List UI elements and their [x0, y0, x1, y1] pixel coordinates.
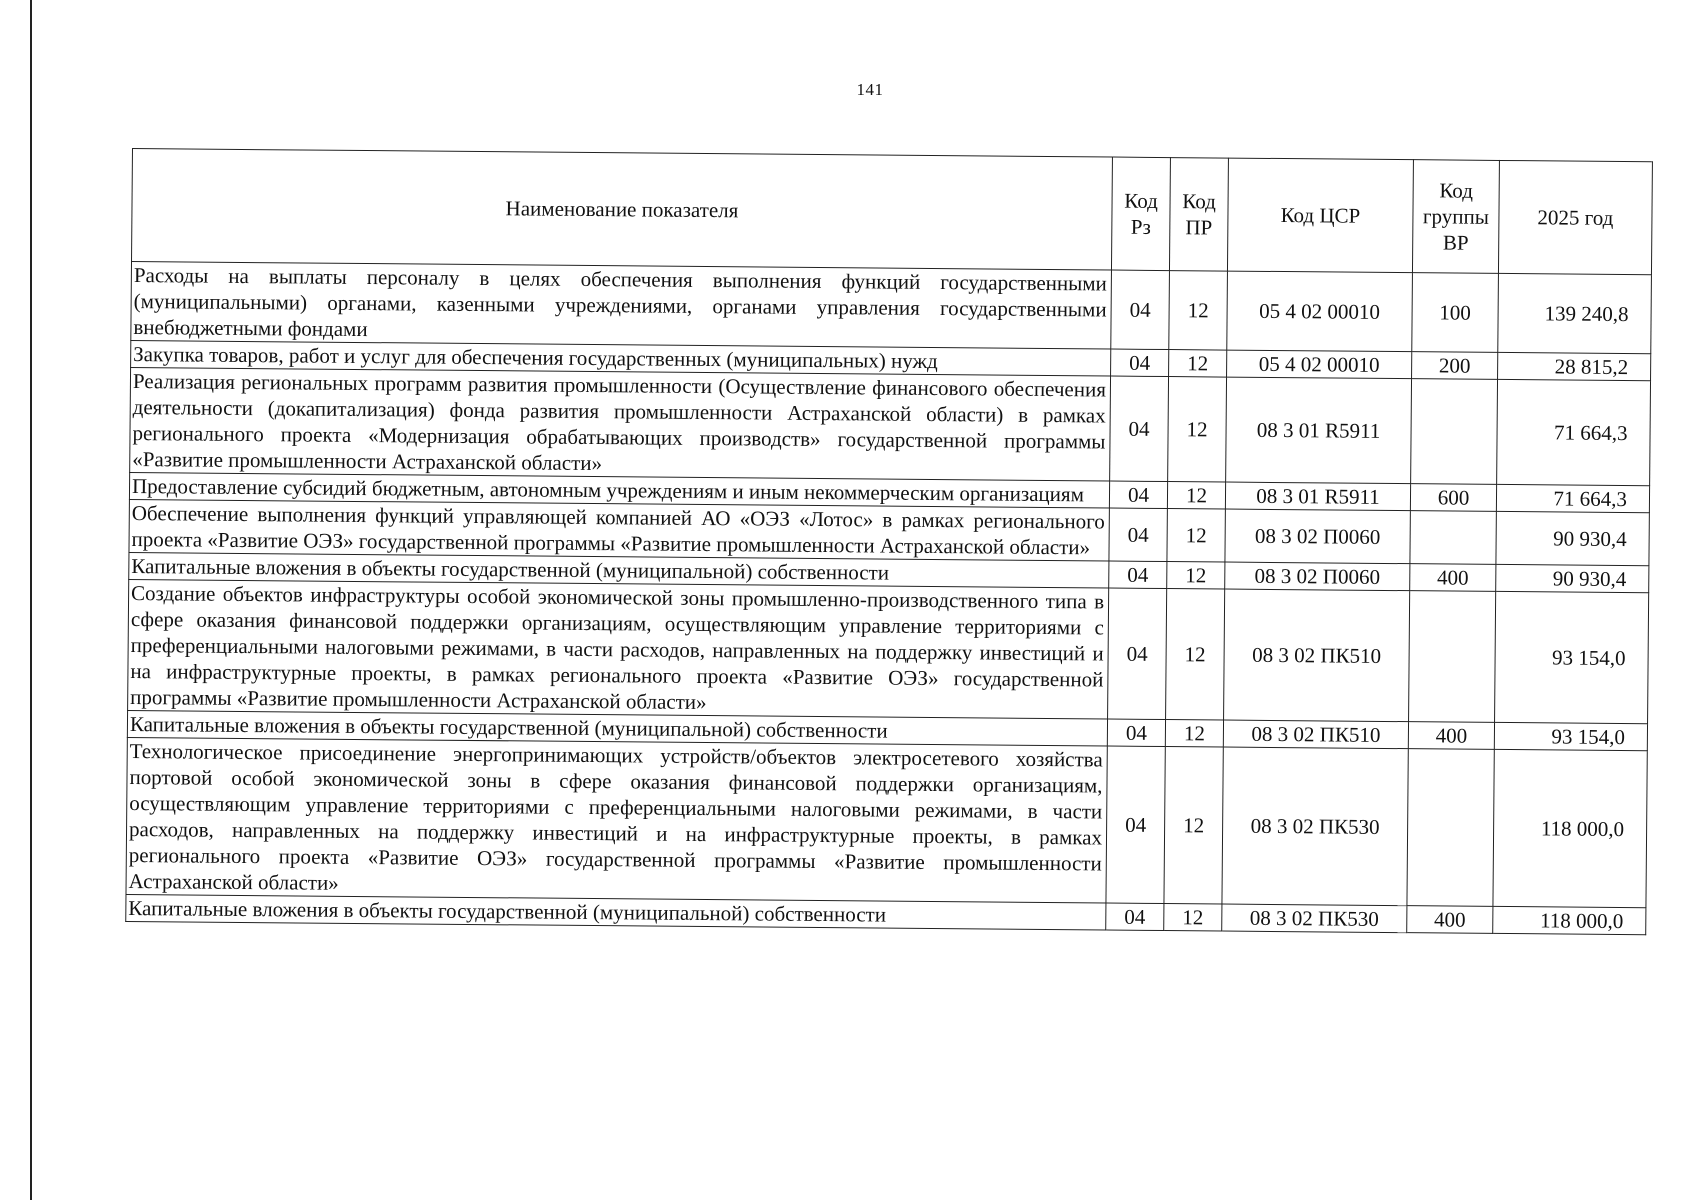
- header-pr: Код ПР: [1169, 158, 1228, 272]
- row-vr: 600: [1410, 484, 1496, 512]
- row-rz: 04: [1109, 508, 1167, 562]
- row-amount: 71 664,3: [1497, 379, 1651, 485]
- row-csr: 08 3 01 R5911: [1226, 377, 1412, 484]
- row-rz: 04: [1107, 719, 1165, 747]
- row-vr: [1409, 591, 1496, 723]
- row-rz: 04: [1106, 746, 1165, 904]
- row-amount: 90 930,4: [1496, 564, 1649, 592]
- row-pr: 12: [1168, 377, 1227, 483]
- row-vr: 100: [1412, 273, 1499, 353]
- row-vr: [1407, 749, 1494, 907]
- row-rz: 04: [1111, 270, 1170, 350]
- row-pr: 12: [1169, 350, 1227, 378]
- row-amount: 28 815,2: [1498, 352, 1651, 380]
- table-row: [130, 367, 1651, 485]
- row-amount: 93 154,0: [1494, 722, 1647, 750]
- row-vr: 200: [1412, 352, 1498, 380]
- row-pr: 12: [1164, 904, 1222, 932]
- row-rz: 04: [1109, 481, 1167, 509]
- row-vr: 400: [1407, 906, 1493, 934]
- row-csr: 08 3 02 П0060: [1225, 562, 1410, 591]
- row-pr: 12: [1169, 271, 1228, 351]
- row-csr: 08 3 02 П0060: [1225, 509, 1410, 564]
- table-row: [131, 262, 1652, 354]
- row-pr: 12: [1167, 509, 1225, 563]
- row-rz: 04: [1109, 561, 1167, 589]
- row-vr: 400: [1410, 564, 1496, 592]
- row-amount: 118 000,0: [1493, 906, 1646, 934]
- header-rz: Код Рз: [1111, 157, 1170, 271]
- row-name: Технологическое присоединение энергопринимающих устройств/объектов электросетевого хозяйства портовой особой экономической зоны в сфере оказания финансовой поддержки организациям, осуществляющим управление территориями с преференциальными налоговыми режимами, в части расходов, направленных на поддержку инвестиций и на инфраструктурные проекты, в рамках регионального проекта «Развитие ОЭЗ» государственной программы «Развитие промышленности Астраханской области»: [126, 737, 1107, 903]
- row-csr: 08 3 02 ПК510: [1224, 589, 1410, 722]
- row-rz: 04: [1106, 903, 1164, 931]
- row-pr: 12: [1165, 720, 1223, 748]
- table-row: [128, 579, 1649, 723]
- row-pr: 12: [1167, 562, 1225, 590]
- row-amount: 118 000,0: [1493, 749, 1647, 907]
- row-vr: [1410, 511, 1496, 565]
- row-csr: 08 3 01 R5911: [1225, 482, 1410, 511]
- header-name: Наименование показателя: [132, 149, 1113, 271]
- row-name: Расходы на выплаты персоналу в целях обеспечения выполнения функций государственными (муниципальными) органами, казенными учреждениями, органами управления государственными внебюджетными фондами: [131, 262, 1112, 350]
- row-amount: 93 154,0: [1495, 591, 1649, 723]
- row-csr: 05 4 02 00010: [1227, 350, 1412, 379]
- budget-table-container: [125, 148, 1652, 935]
- row-amount: 71 664,3: [1496, 484, 1649, 512]
- row-csr: 08 3 02 ПК510: [1223, 720, 1408, 749]
- row-name: Реализация региональных программ развития промышленности (Осуществление финансового обеспечения деятельности (докапитализация) фонда развития промышленности Астраханской области) в рамках регионального проекта «Модернизация обрабатывающих производств» государственной программы «Развитие промышленности Астраханской области»: [130, 367, 1111, 481]
- row-rz: 04: [1111, 349, 1169, 377]
- table-row: [126, 737, 1647, 907]
- row-name: Закупка товаров, работ и услуг для обеспечения государственных (муниципальных) нужд: [131, 340, 1111, 376]
- table-header-row: [132, 149, 1653, 275]
- header-year: 2025 год: [1498, 160, 1652, 274]
- row-csr: 08 3 02 ПК530: [1222, 904, 1407, 933]
- row-amount: 139 240,8: [1498, 273, 1652, 353]
- row-vr: [1411, 379, 1498, 485]
- row-vr: 400: [1408, 722, 1494, 750]
- row-name: Обеспечение выполнения функций управляющей компанией АО «ОЭЗ «Лотос» в рамках регионального проекта «Развитие ОЭЗ» государственной программы «Развитие промышленности Астраханской области»: [129, 499, 1109, 561]
- row-name: Создание объектов инфраструктуры особой экономической зоны промышленно-производственного типа в сфере оказания финансовой поддержки организациям, осуществляющим управление территориями с преференциальными налоговыми режимами, в части расходов, направленных на поддержку инвестиций и на инфраструктурные проекты, в рамках регионального проекта «Развитие ОЭЗ» государственной программы «Развитие промышленности Астраханской области»: [128, 579, 1109, 719]
- row-pr: 12: [1167, 482, 1225, 510]
- row-name: Капитальные вложения в объекты государственной (муниципальной) собственности: [127, 710, 1107, 746]
- binding-edge-line: [30, 0, 32, 1200]
- row-rz: 04: [1108, 588, 1167, 720]
- row-amount: 90 930,4: [1496, 511, 1649, 565]
- row-pr: 12: [1164, 747, 1223, 905]
- page-number: 141: [856, 80, 884, 99]
- row-name: Капитальные вложения в объекты государственной (муниципальной) собственности: [129, 552, 1109, 588]
- header-vr: Код группы ВР: [1412, 160, 1499, 274]
- header-csr: Код ЦСР: [1227, 158, 1413, 273]
- row-csr: 05 4 02 00010: [1227, 271, 1413, 352]
- row-name: Капитальные вложения в объекты государственной (муниципальной) собственности: [126, 894, 1106, 930]
- row-name: Предоставление субсидий бюджетным, автономным учреждениям и иным некоммерческим организациям: [129, 472, 1109, 508]
- row-rz: 04: [1110, 376, 1169, 482]
- row-csr: 08 3 02 ПК530: [1222, 747, 1408, 906]
- row-pr: 12: [1166, 589, 1225, 721]
- budget-table: [125, 148, 1653, 935]
